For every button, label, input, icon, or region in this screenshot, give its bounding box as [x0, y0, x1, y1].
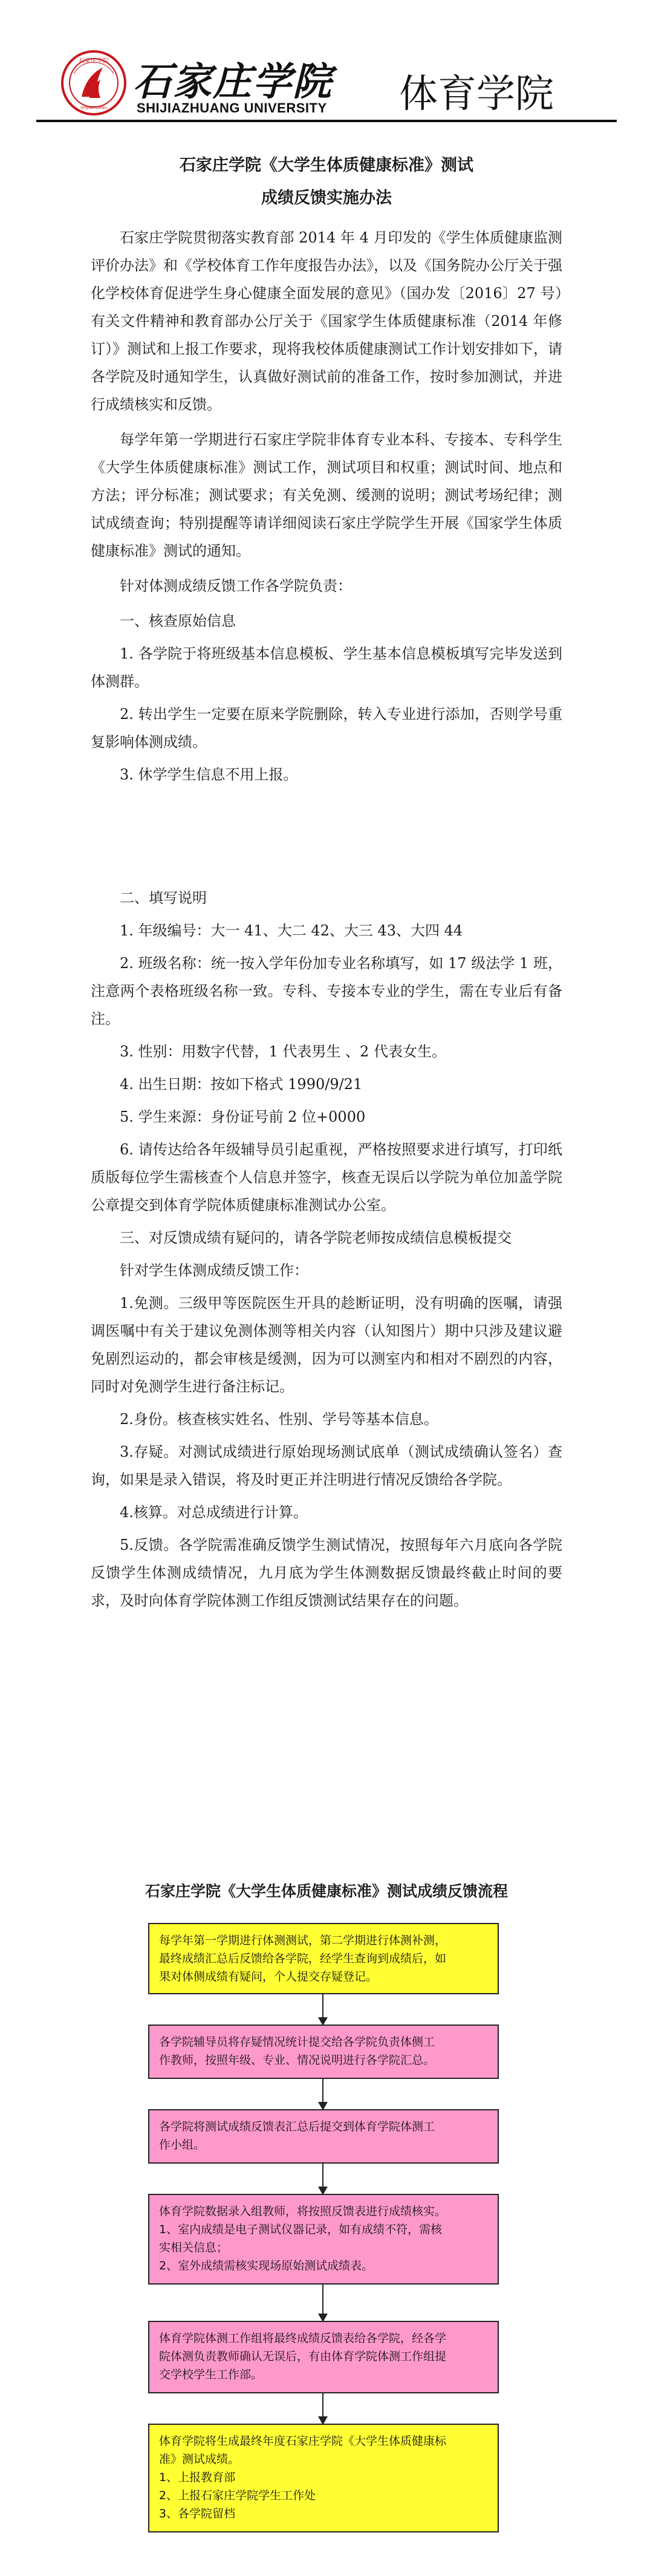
flow-step-6: [148, 2424, 499, 2532]
page-header: [36, 42, 617, 121]
flow-arrow: [322, 2164, 323, 2194]
section-lead: 针对学生体测成绩反馈工作：: [120, 1262, 308, 1279]
department-name: 体育学院: [399, 72, 554, 117]
list-item: 6. 请传达给各年级辅导员引起重视，严格按照要求进行填写，打印纸质版每位学生需核查个人信息并签字，核查无误后以学院为单位加盖学院公章提交到体育学院体质健康标准测试办公室。: [91, 1141, 562, 1214]
list-item: 4.核算。对总成绩进行计算。: [120, 1504, 308, 1521]
header-divider: [36, 120, 617, 122]
flow-step-line: 体育学院数据录入组教师，将按照反馈表进行成绩核实。: [159, 2205, 447, 2218]
flow-step-line: 1、室内成绩是电子测试仪器记录，如有成绩不符，需核: [159, 2223, 443, 2236]
list-item: 4. 出生日期：按如下格式 1990/9/21: [120, 1076, 363, 1093]
flow-step-line: 实相关信息；: [159, 2241, 229, 2254]
flow-step-line: 果对体侧成绩有疑问，个人提交存疑登记。: [159, 1970, 378, 1983]
flow-step-line: 各学院辅导员将存疑情况统计提交给各学院负责体侧工: [159, 2035, 435, 2049]
flow-step-line: 作教师，按照年级、专业、情况说明进行各学院汇总。: [159, 2054, 435, 2067]
flow-arrow: [322, 2285, 323, 2321]
list-item: 3. 休学学生信息不用上报。: [120, 766, 298, 783]
list-item: 1.免测。三级甲等医院医生开具的趁断证明，没有明确的医嘱，请强调医嘱中有关于建议免测体测等相关内容（认知图片）期中只涉及建议避免剧烈运动的，都会审核是缓测，因为可以测室内和相对不剧烈的内容，同时对免测学生进行备注标记。: [91, 1295, 562, 1395]
flow-step-line: 体育学院体测工作组将最终成绩反馈表给各学院，经各学: [159, 2332, 447, 2345]
flow-arrow: [322, 2393, 323, 2424]
flow-step-line: 1、上报教育部: [159, 2471, 236, 2484]
document-body: [91, 151, 562, 1619]
flow-step-1: [148, 1923, 499, 1994]
university-name-en: SHIJIAZHUANG UNIVERSITY: [137, 100, 327, 115]
flow-arrow: [322, 2079, 323, 2109]
flow-step-line: 交学校学生工作部。: [159, 2368, 263, 2381]
section-heading: 二、填写说明: [120, 890, 207, 906]
intro-paragraph: 每学年第一学期进行石家庄学院非体育专业本科、专接本、专科学生《大学生体质健康标准》测试工作，测试项目和权重；测试时间、地点和方法；评分标准；测试要求；有关免测、缓测的说明；测试考场纪律；测试成绩查询；特别提醒等请详细阅读石家庄学院学生开展《国家学生体质健康标准》测试的通知。: [91, 431, 562, 559]
document-subtitle: 成绩反馈实施办法: [261, 189, 392, 207]
section-heading: 一、核查原始信息: [120, 613, 236, 629]
flow-step-3: [148, 2109, 499, 2164]
list-item: 2. 班级名称：统一按入学年份加专业名称填写，如 17 级法学 1 班，注意两个表格班级名称一致。专科、专接本专业的学生，需在专业后有备注。: [91, 955, 562, 1027]
section-heading: 三、对反馈成绩有疑问的，请各学院老师按成绩信息模板提交: [120, 1229, 512, 1246]
flow-step-4: [148, 2194, 499, 2285]
list-item: 2.身份。核查核实姓名、性别、学号等基本信息。: [120, 1411, 438, 1428]
intro-paragraph: 针对体测成绩反馈工作各学院负责：: [120, 577, 352, 594]
list-item: 1. 各学院于将班级基本信息模板、学生基本信息模板填写完毕发送到体测群。: [91, 645, 562, 690]
intro-paragraph: 石家庄学院贯彻落实教育部 2014 年 4 月印发的《学生体质健康监测评价办法》和《学校体育工作年度报告办法》，以及《国务院办公厅关于强化学校体育促进学生身心健康全面发展的意见》（国办发〔2016〕27 号）有关文件精神和教育部办公厅关于《国家学生体质健康标准（2014 年修订）》测试和上报工作要求，现将我校体质健康测试工作计划安排如下，请各学院及时通知学生，认真做好测试前的准备工作，按时参加测试，并进行成绩核实和反馈。: [91, 229, 562, 413]
flow-step-line: 最终成绩汇总后反馈给各学院，经学生查询到成绩后，如: [159, 1952, 447, 1965]
flow-step-line: 2、上报石家庄学院学生工作处: [159, 2489, 316, 2502]
list-item: 2. 转出学生一定要在原来学院删除，转入专业进行添加，否则学号重复影响体测成绩。: [91, 706, 562, 750]
svg-text:SHIJIAZHUANG: SHIJIAZHUANG: [80, 106, 107, 110]
flow-step-line: 作小组。: [159, 2138, 206, 2152]
document-title: 石家庄学院《大学生体质健康标准》测试: [180, 156, 473, 175]
flow-step-line: 3、各学院留档: [159, 2507, 236, 2520]
flow-step-line: 每学年第一学期进行体测测试，第二学期进行体测补测，: [159, 1934, 447, 1947]
university-seal-logo: [60, 50, 127, 116]
university-name-cn: 石家庄学院: [133, 59, 333, 105]
blank-spacer: [91, 793, 562, 884]
list-item: 5.反馈。各学院需准确反馈学生测试情况，按照每年六月底向各学院反馈学生体测成绩情况，九月底为学生体测数据反馈最终截止时间的要求，及时向体育学院体测工作组反馈测试结果存在的问题。: [91, 1537, 562, 1609]
list-item: 1. 年级编号：大一 41、大二 42、大三 43、大四 44: [120, 922, 463, 939]
flow-step-line: 2、室外成绩需核实现场原始测试成绩表。: [159, 2259, 374, 2272]
flow-arrow: [322, 1994, 323, 2025]
list-item: 3. 性别：用数字代替，1 代表男生 、2 代表女生。: [120, 1043, 446, 1060]
list-item: 5. 学生来源：身份证号前 2 位+0000: [120, 1108, 366, 1125]
flow-step-line: 准》测试成绩。: [159, 2453, 240, 2466]
flow-step-line: 院体测负责教师确认无误后，有由体育学院体测工作组提: [159, 2350, 447, 2363]
flowchart-title: 石家庄学院《大学生体质健康标准》测试成绩反馈流程: [145, 1882, 508, 1900]
flow-step-5: [148, 2321, 499, 2393]
list-item: 3.存疑。对测试成绩进行原始现场测试底单（测试成绩确认签名）查询，如果是录入错误，将及时更正并注明进行情况反馈给各学院。: [91, 1443, 562, 1488]
flow-step-2: [148, 2025, 499, 2079]
flow-step-line: 体育学院将生成最终年度石家庄学院《大学生体质健康标: [159, 2435, 447, 2448]
feedback-flowchart: [0, 1881, 653, 2576]
flow-step-line: 各学院将测试成绩反馈表汇总后提交到体育学院体测工: [159, 2120, 435, 2133]
svg-text:石家庄学院: 石家庄学院: [79, 58, 109, 65]
